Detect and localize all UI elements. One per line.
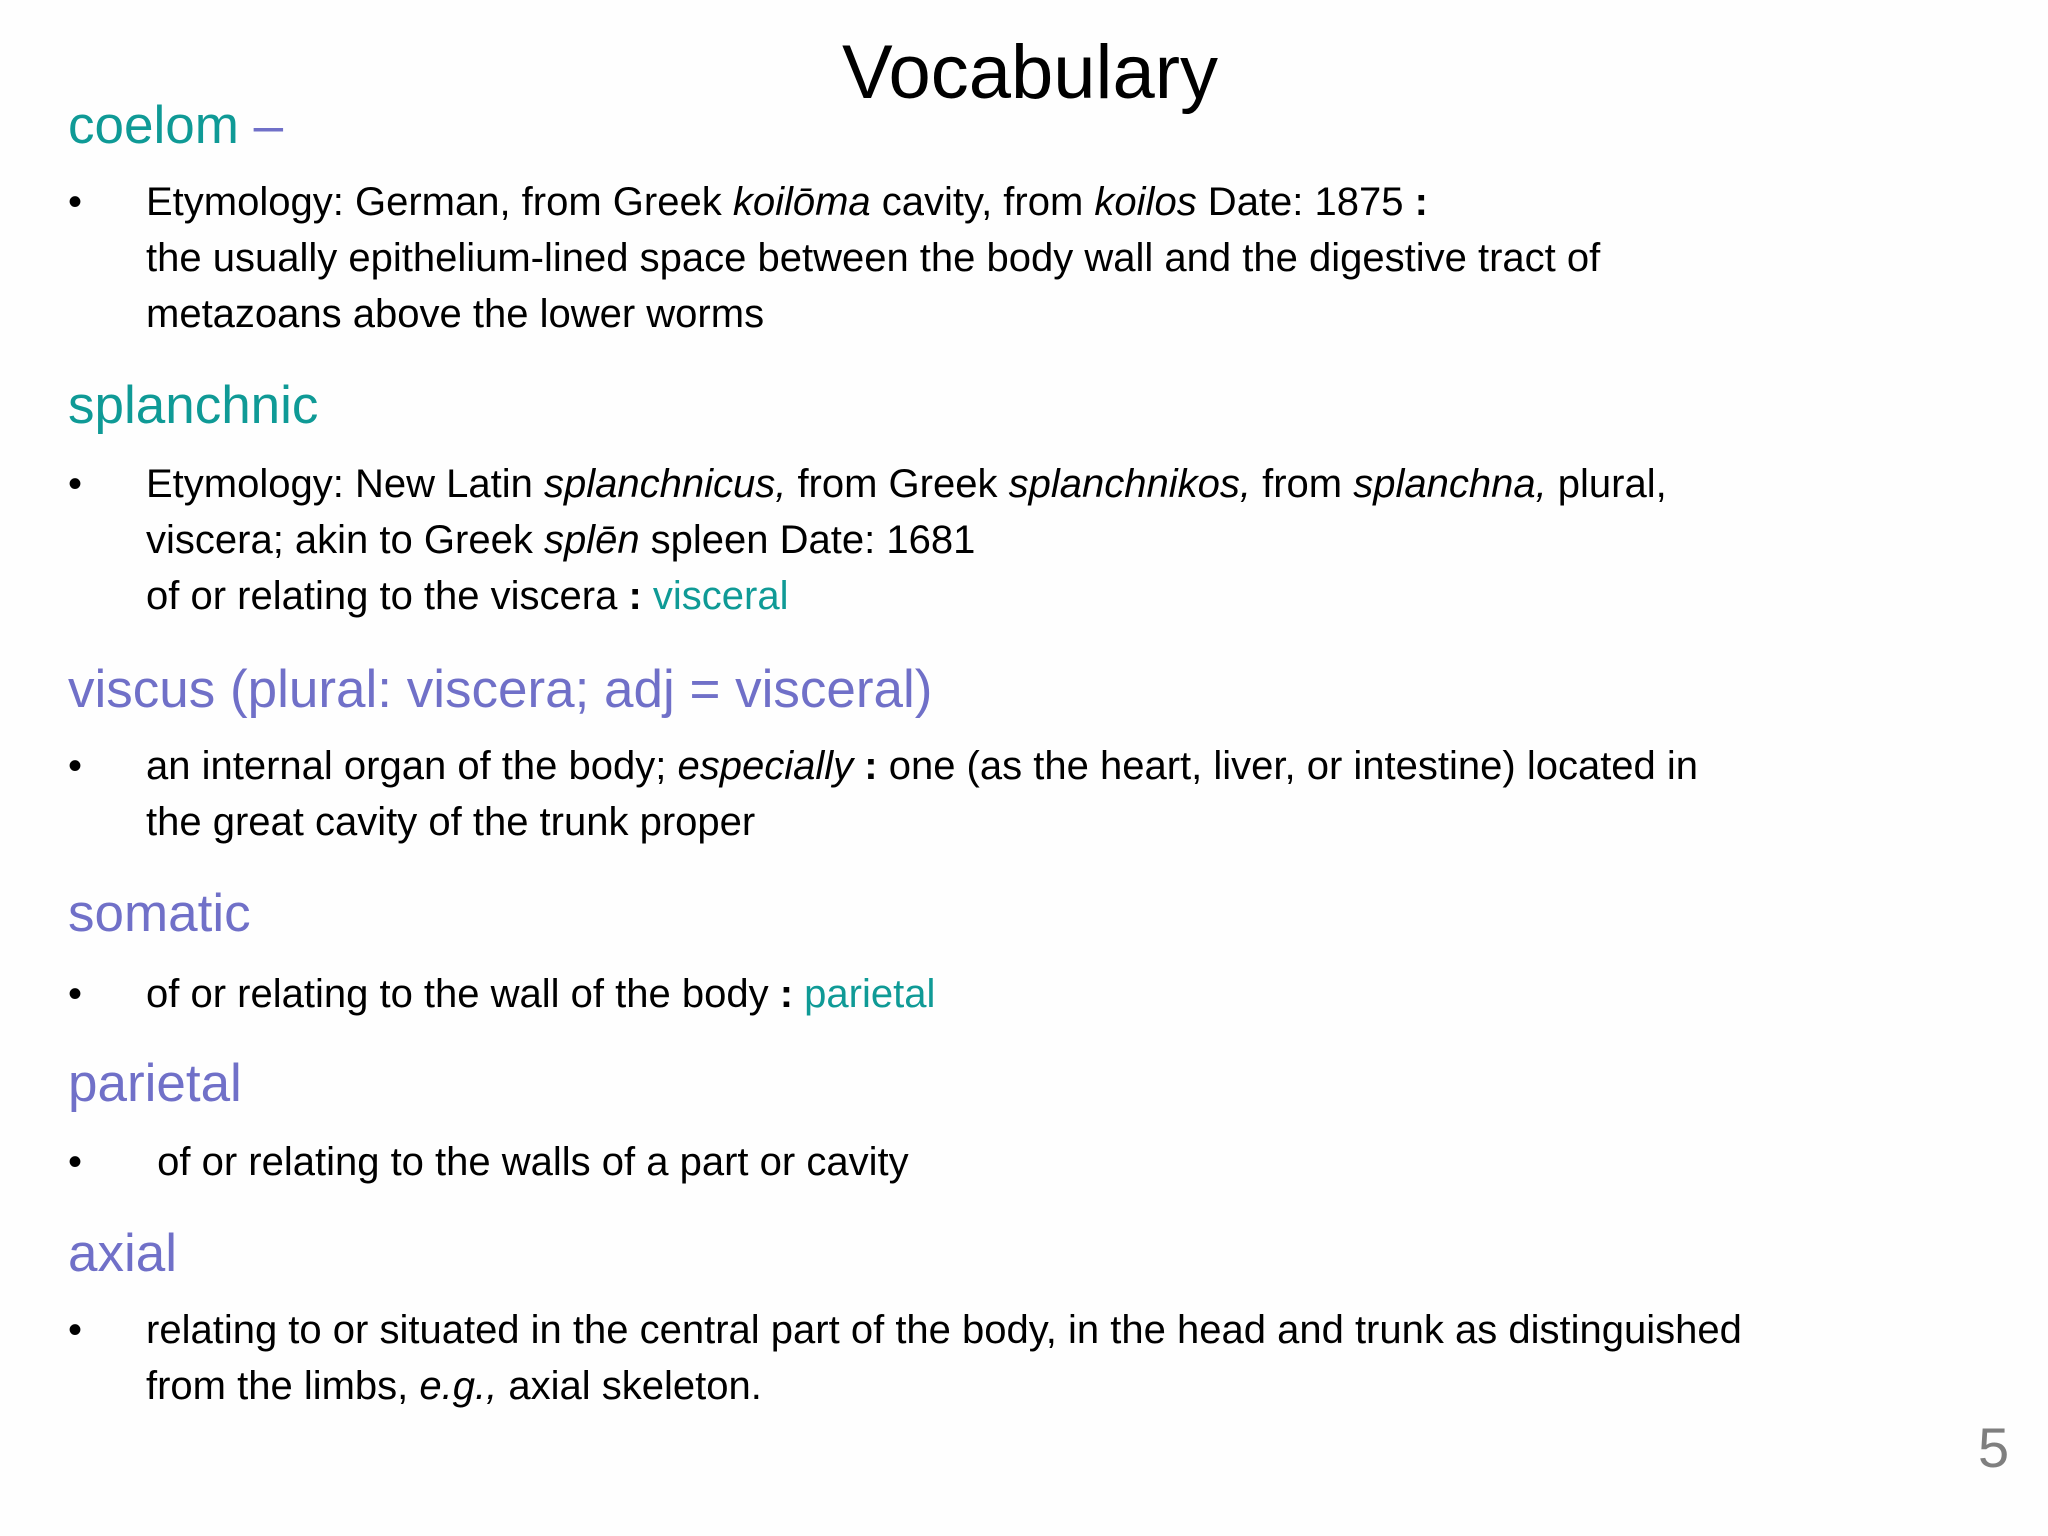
cross-reference-text: visceral [652, 574, 789, 618]
vocab-term [68, 376, 318, 436]
bullet-icon: • [68, 744, 83, 788]
definition-line [146, 794, 755, 850]
definition-line [146, 286, 764, 342]
definition-text [793, 972, 804, 1016]
term-text: – [253, 96, 284, 155]
page-title: Vocabulary [841, 30, 1219, 115]
bullet-icon: • [68, 180, 83, 224]
definition-text: from the limbs, [146, 1364, 420, 1408]
definition-text: Etymology: German, from Greek [146, 180, 733, 224]
definition-text: from [1250, 462, 1354, 506]
definition-line [146, 1302, 1742, 1358]
definition-line [146, 1134, 909, 1190]
term-text: coelom [68, 96, 254, 155]
vocab-term [68, 1224, 177, 1284]
definition-text: from Greek [786, 462, 1009, 506]
definition-line [146, 738, 1698, 794]
definition-text [642, 574, 653, 618]
definition-text: of or relating to the walls of a part or cavity [146, 1140, 909, 1184]
vocab-term [68, 1054, 242, 1114]
term-text: axial [68, 1224, 178, 1283]
definition-text: splanchna, [1353, 462, 1547, 506]
vocab-term [68, 96, 283, 156]
definition-line [146, 568, 789, 624]
definition-text: the usually epithelium-lined space between the body wall and the digestive tract of [146, 236, 1601, 280]
definition-line [146, 966, 935, 1022]
definition-text: : [779, 972, 794, 1016]
term-text: parietal [68, 1054, 242, 1113]
definition-text: an internal organ of the body; [146, 744, 678, 788]
definition-line [146, 230, 1600, 286]
definition-text: splanchnicus, [543, 462, 787, 506]
bullet-icon: • [68, 1140, 83, 1184]
term-text: viscus (plural: viscera; adj = visceral) [68, 660, 933, 719]
definition-text: one (as the heart, liver, or intestine) located in [877, 744, 1699, 788]
cross-reference-text: parietal [804, 972, 936, 1016]
term-text: somatic [68, 884, 251, 943]
definition-text: cavity, from [870, 180, 1095, 224]
definition-line [146, 456, 1667, 512]
term-text: splanchnic [68, 376, 319, 435]
definition-text: especially [677, 744, 854, 788]
definition-text: relating to or situated in the central part of the body, in the head and trunk as distinguished [146, 1308, 1742, 1352]
bullet-icon: • [68, 1308, 83, 1352]
definition-text: viscera; akin to Greek [146, 518, 544, 562]
definition-text: Etymology: New Latin [146, 462, 544, 506]
definition-text: spleen Date: 1681 [639, 518, 976, 562]
definition-text: splanchnikos, [1008, 462, 1251, 506]
bullet-icon: • [68, 972, 83, 1016]
definition-text: : [1414, 180, 1428, 224]
definition-text: Date: 1875 [1196, 180, 1415, 224]
definition-text: the great cavity of the trunk proper [146, 800, 756, 844]
definition-line [146, 174, 1428, 230]
definition-text: koilōma [732, 180, 871, 224]
definition-text [853, 744, 864, 788]
definition-text: of or relating to the wall of the body [146, 972, 780, 1016]
definition-text: plural, [1546, 462, 1667, 506]
definition-text: of or relating to the viscera [146, 574, 629, 618]
definition-text: splēn [543, 518, 640, 562]
vocab-term [68, 660, 932, 720]
definition-text: : [864, 744, 878, 788]
page-number: 5 [1978, 1416, 2010, 1479]
definition-text: koilos [1094, 180, 1197, 224]
definition-text: : [628, 574, 642, 618]
vocab-term [68, 884, 251, 944]
definition-text: e.g., [419, 1364, 498, 1408]
definition-line [146, 1358, 762, 1414]
definition-text: metazoans above the lower worms [146, 292, 765, 336]
bullet-icon: • [68, 462, 83, 506]
definition-text: axial skeleton. [497, 1364, 762, 1408]
definition-line [146, 512, 975, 568]
